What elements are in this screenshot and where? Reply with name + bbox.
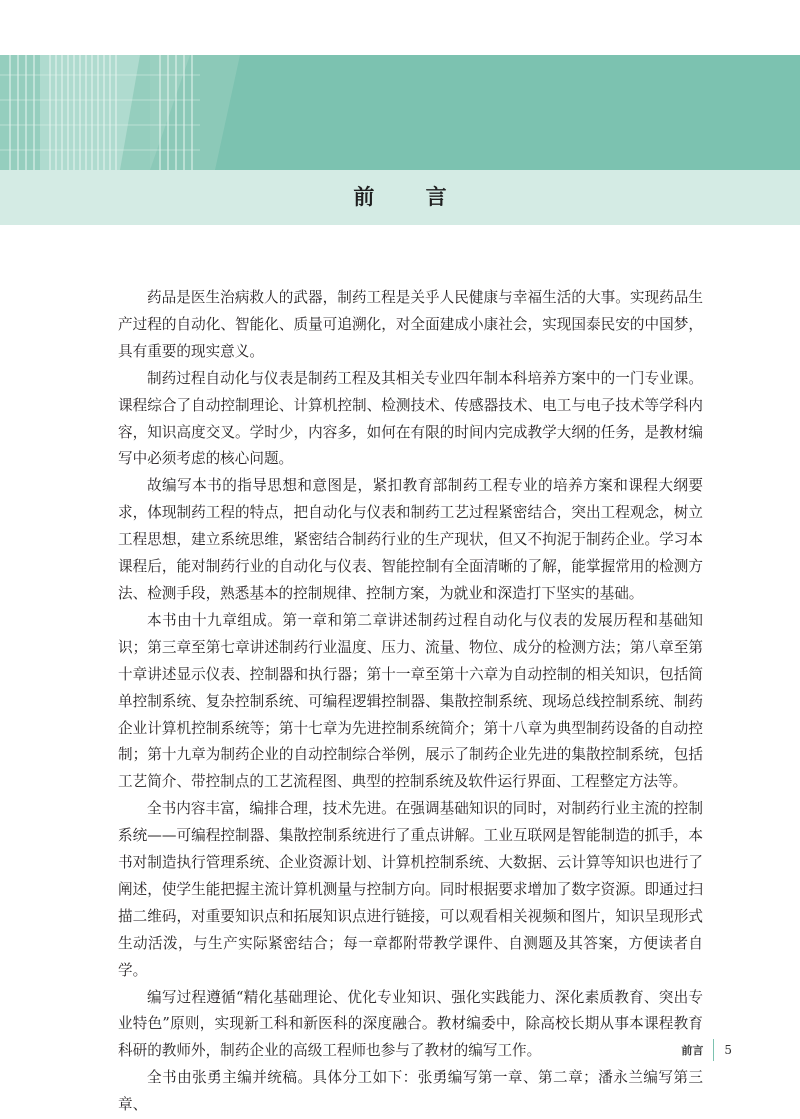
paragraph-1: 药品是医生治病救人的武器，制药工程是关乎人民健康与幸福生活的大事。实现药品生产过程的自动化、智能化、质量可追溯化，对全面建成小康社会，实现国泰民安的中国梦，具有重要的现实意义。 [118, 289, 703, 360]
body-text [118, 285, 703, 1119]
paragraph-5: 全书内容丰富，编排合理，技术先进。在强调基础知识的同时，对制药行业主流的控制系统——可编程控制器、集散控制系统进行了重点讲解。工业互联网是智能制造的抓手，本书对制造执行管理系统、企业资源计划、计算机控制系统、大数据、云计算等知识也进行了阐述，使学生能把握主流计算机测量与控制方向。同时根据要求增加了数字资源。即通过扫描二维码，对重要知识点和拓展知识点进行链接，可以观看相关视频和图片，知识呈现形式生动活泼，与生产实际紧密结合；每一章都附带教学课件、自测题及其答案，方便读者自学。 [118, 800, 703, 979]
paragraph-7: 全书由张勇主编并统稿。具体分工如下：张勇编写第一章、第二章；潘永兰编写第三章、 [118, 1069, 703, 1114]
page-footer [681, 1038, 732, 1062]
header-banner [0, 55, 800, 170]
paragraph-4: 本书由十九章组成。第一章和第二章讲述制药过程自动化与仪表的发展历程和基础知识；第三章至第七章讲述制药行业温度、压力、流量、物位、成分的检测方法；第八章至第十章讲述显示仪表、控制器和执行器；第十一章至第十六章为自动控制的相关知识，包括简单控制系统、复杂控制系统、可编程逻辑控制器、集散控制系统、现场总线控制系统、制药企业计算机控制系统等；第十七章为先进控制系统简介；第十八章为典型制药设备的自动控制；第十九章为制药企业的自动控制综合举例，展示了制药企业先进的集散控制系统，包括工艺简介、带控制点的工艺流程图、典型的控制系统及软件运行界面、工程整定方法等。 [118, 611, 703, 791]
decorative-building-graphic [0, 55, 260, 170]
running-footer-label: 前言 [681, 1044, 704, 1057]
page-title: 前 言 [353, 185, 469, 209]
page-number: 5 [724, 1043, 732, 1057]
paragraph-6: 编写过程遵循“精化基础理论、优化专业知识、强化实践能力、深化素质教育、突出专业特色”原则，实现新工科和新医科的深度融合。教材编委中，除高校长期从事本课程教育科研的教师外，制药企业的高级工程师也参与了教材的编写工作。 [118, 988, 703, 1060]
paragraph-2: 制药过程自动化与仪表是制药工程及其相关专业四年制本科培养方案中的一门专业课。课程综合了自动控制理论、计算机控制、检测技术、传感器技术、电工与电子技术等学科内容，知识高度交叉。学时少，内容多，如何在有限的时间内完成教学大纲的任务，是教材编写中必须考虑的核心问题。 [118, 369, 703, 468]
footer-divider [713, 1039, 714, 1061]
paragraph-3: 故编写本书的指导思想和意图是，紧扣教育部制药工程专业的培养方案和课程大纲要求，体现制药工程的特点，把自动化与仪表和制药工艺过程紧密结合，突出工程观念，树立工程思想，建立系统思维，紧密结合制药行业的生产现状，但又不拘泥于制药企业。学习本课程后，能对制药行业的自动化与仪表、智能控制有全面清晰的了解，能掌握常用的检测方法、检测手段，熟悉基本的控制规律、控制方案，为就业和深造打下坚实的基础。 [118, 477, 703, 602]
